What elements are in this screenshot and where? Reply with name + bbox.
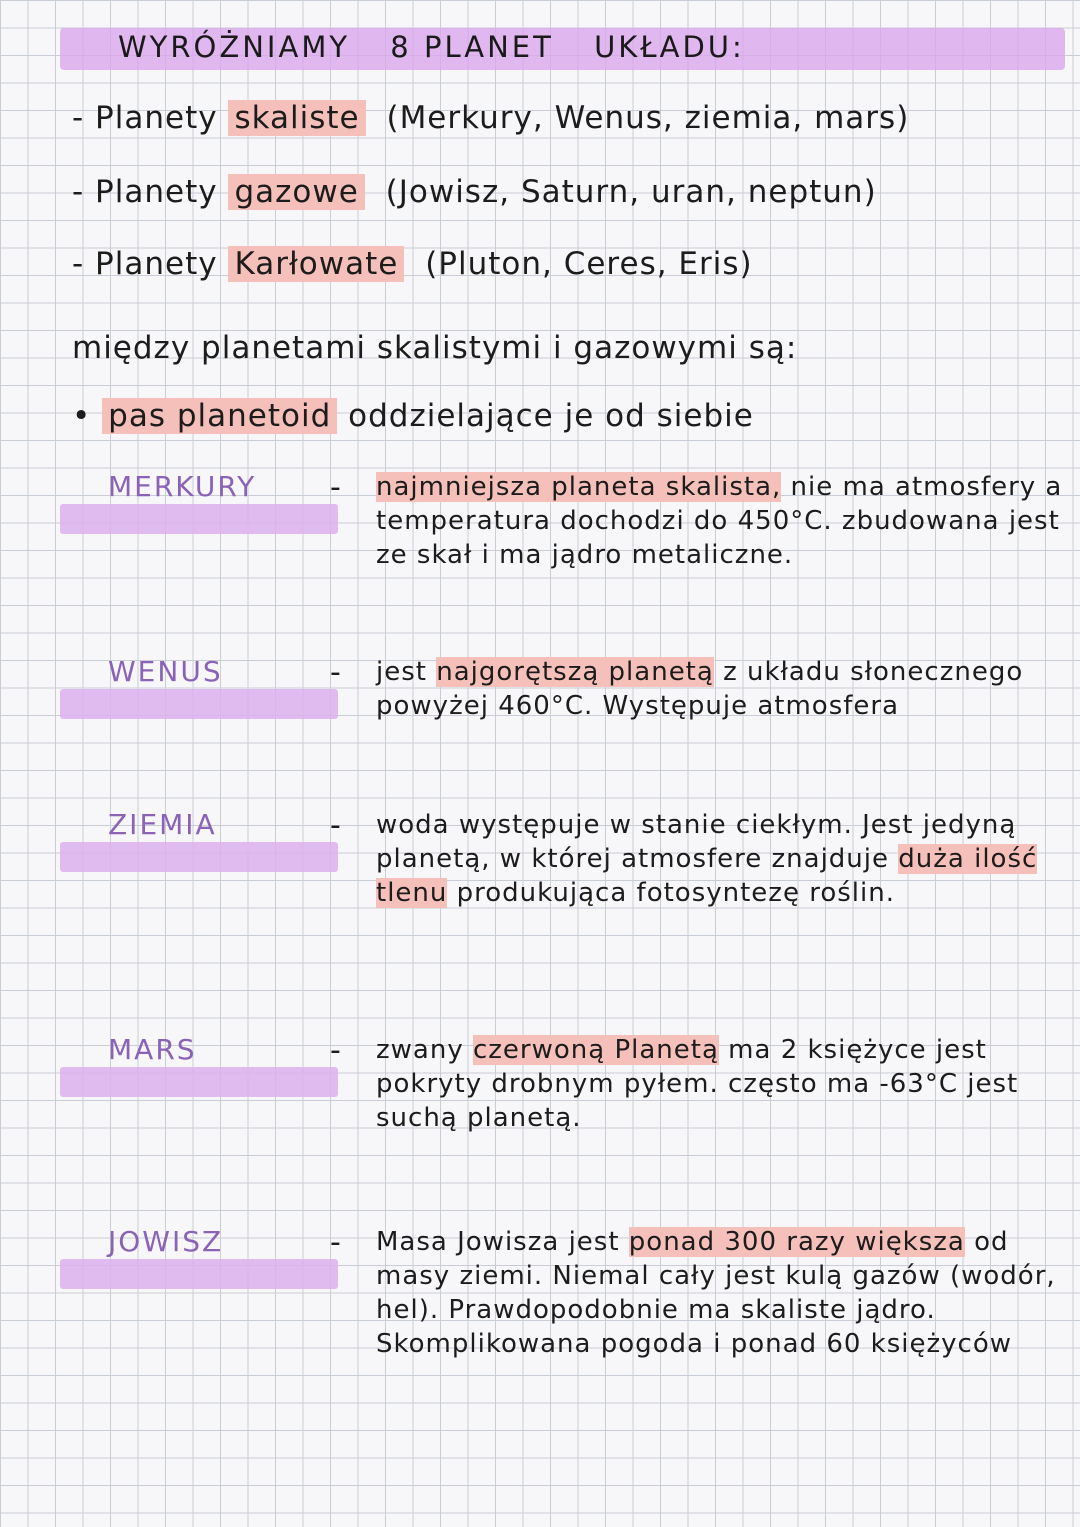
description-text: ma 2 księżyce jest pokryty drobnym pyłem. często ma -63°C jest suchą planetą. — [376, 1035, 1019, 1133]
description-pre: jest — [376, 657, 437, 687]
title-part-1: WYRÓŻNIAMY — [118, 30, 351, 64]
description-text: od masy ziemi. Niemal cały jest kulą gazów (wodór, hel). Prawdopodobnie ma skaliste jądro. Skomplikowana pogoda i ponad 60 księżyców — [376, 1227, 1056, 1359]
planet-description — [376, 808, 1066, 910]
highlighted-phrase: ponad 300 razy większa — [628, 1227, 965, 1257]
planet-description — [376, 1225, 1066, 1361]
description-pre: zwany — [376, 1035, 473, 1065]
description-text: nie ma atmosfery a temperatura dochodzi do 450°C. zbudowana jest ze skał i ma jądro metaliczne. — [376, 472, 1063, 570]
planet-name-highlight — [60, 504, 338, 534]
dash: - — [330, 1033, 341, 1068]
planet-description — [376, 470, 1066, 572]
highlighted-phrase: czerwoną Planetą — [472, 1035, 719, 1065]
highlighted-phrase: duża ilość tlenu — [376, 844, 1038, 908]
group-rocky — [72, 100, 909, 136]
group-keyword: gazowe — [228, 174, 364, 210]
dash: - — [330, 655, 341, 690]
title-part-3: UKŁADU: — [594, 30, 745, 64]
description-text: z układu słonecznego powyżej 460°C. Występuje atmosfera — [376, 657, 1024, 721]
planet-name: MARS — [108, 1033, 197, 1066]
planet-name: WENUS — [108, 655, 223, 688]
planet-description — [376, 1033, 1066, 1135]
group-keyword: skaliste — [228, 100, 365, 136]
planet-name-highlight — [60, 689, 338, 719]
group-keyword: Karłowate — [228, 246, 404, 282]
bullet: • — [72, 398, 92, 434]
planet-name-highlight — [60, 1067, 338, 1097]
description-text: produkująca fotosyntezę roślin. — [447, 878, 895, 908]
dash: - — [330, 808, 341, 843]
planet-name: JOWISZ — [108, 1225, 224, 1258]
planet-description — [376, 655, 1066, 723]
planet-name-highlight — [60, 842, 338, 872]
planet-name-highlight — [60, 1259, 338, 1289]
asteroid-belt-line — [72, 398, 754, 434]
group-list: (Pluton, Ceres, Eris) — [425, 246, 753, 282]
description-pre: Masa Jowisza jest — [376, 1227, 629, 1257]
highlighted-phrase: najmniejsza planeta skalista, — [376, 472, 782, 502]
planet-name: MERKURY — [108, 470, 257, 503]
dash: - — [330, 470, 341, 505]
group-prefix: - Planety — [72, 246, 218, 282]
group-dwarf — [72, 246, 753, 282]
between-text: między planetami skalistymi i gazowymi są: — [72, 330, 798, 366]
description-pre: woda występuje w stanie ciekłym. Jest jedyną planetą, w której atmosfere znajduje — [376, 810, 1017, 874]
planet-name: ZIEMIA — [108, 808, 217, 841]
group-list: (Merkury, Wenus, ziemia, mars) — [386, 100, 910, 136]
title-part-2: 8 PLANET — [390, 30, 554, 64]
asteroid-belt-rest: oddzielające je od siebie — [348, 398, 754, 434]
asteroid-belt-keyword: pas planetoid — [102, 398, 337, 434]
group-list: (Jowisz, Saturn, uran, neptun) — [385, 174, 877, 210]
page-title — [118, 30, 773, 64]
group-prefix: - Planety — [72, 174, 218, 210]
group-gas — [72, 174, 877, 210]
dash: - — [330, 1225, 341, 1260]
group-prefix: - Planety — [72, 100, 218, 136]
highlighted-phrase: najgorętszą planetą — [436, 657, 714, 687]
